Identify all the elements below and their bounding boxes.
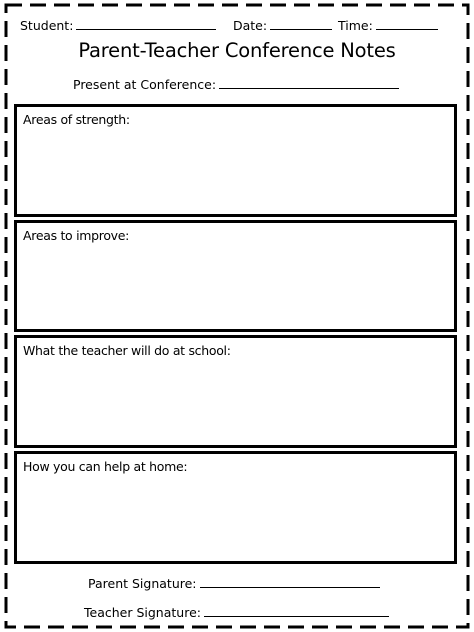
time-blank[interactable] — [376, 17, 438, 30]
date-blank[interactable] — [270, 17, 332, 30]
teacher-signature-label: Teacher Signature: — [84, 605, 201, 620]
home-help-label: How you can help at home: — [23, 459, 188, 474]
teacher-plan-box[interactable] — [14, 335, 457, 448]
teacher-signature-blank[interactable] — [204, 604, 389, 617]
student-blank[interactable] — [76, 17, 216, 30]
student-field — [20, 17, 216, 34]
time-field — [338, 17, 438, 34]
present-blank[interactable] — [219, 76, 399, 89]
time-label: Time: — [338, 18, 373, 33]
improve-label: Areas to improve: — [23, 228, 130, 243]
page-title: Parent-Teacher Conference Notes — [78, 39, 396, 62]
parent-signature-field — [88, 575, 380, 592]
parent-signature-label: Parent Signature: — [88, 576, 197, 591]
present-label: Present at Conference: — [73, 77, 217, 92]
student-label: Student: — [20, 18, 74, 33]
present-field — [73, 76, 399, 93]
improve-box[interactable] — [14, 220, 457, 332]
parent-signature-blank[interactable] — [200, 575, 380, 588]
teacher-signature-field — [84, 604, 389, 621]
strengths-box[interactable] — [14, 104, 457, 217]
date-label: Date: — [233, 18, 268, 33]
home-help-box[interactable] — [14, 451, 457, 564]
date-field — [233, 17, 332, 34]
strengths-label: Areas of strength: — [23, 112, 130, 127]
teacher-plan-label: What the teacher will do at school: — [23, 343, 231, 358]
